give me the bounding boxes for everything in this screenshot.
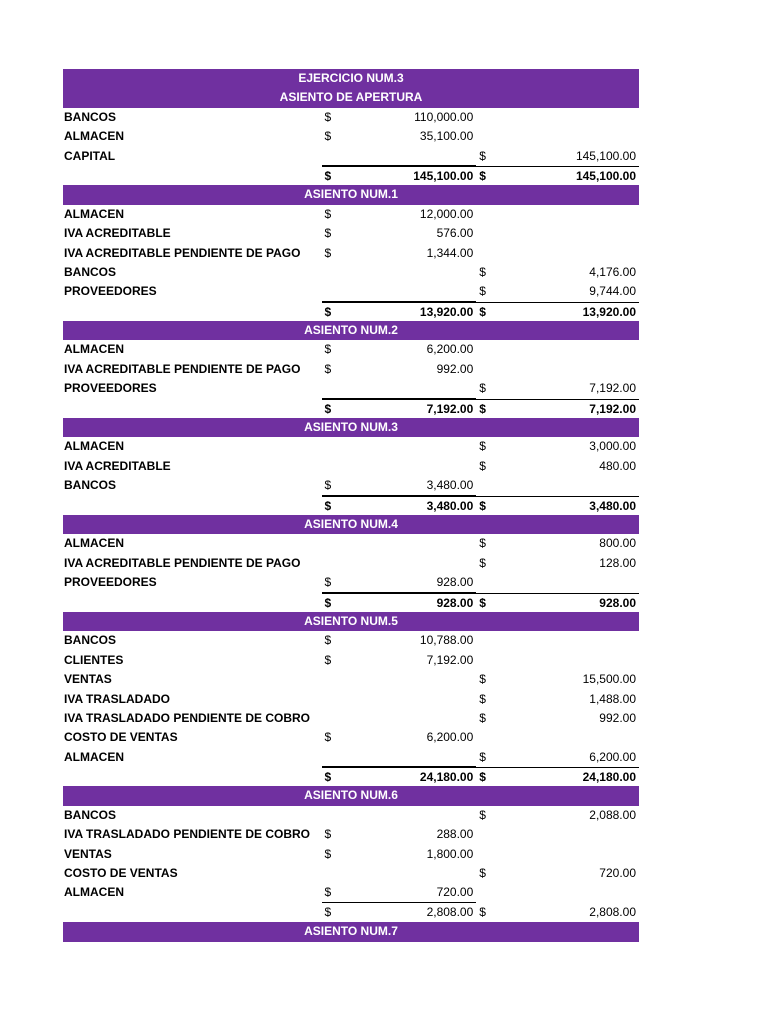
debit-cell [322,573,477,592]
currency-symbol: $ [324,730,332,745]
entry-header: ASIENTO NUM.1 [63,185,639,204]
credit-cell [476,806,639,825]
total-row [63,593,639,612]
credit-cell [476,205,639,224]
debit-amount: 1,800.00 [426,846,474,861]
debit-amount: 6,200.00 [426,342,474,357]
account-name: CLIENTES [64,652,124,667]
debit-cell [322,263,477,282]
credit-amount: 1,488.00 [589,691,636,706]
table-row [63,806,639,825]
credit-cell [476,845,639,864]
account-name: ALMACEN [64,749,124,764]
total-row [63,399,639,418]
account-name: BANCOS [64,807,117,822]
table-row [63,360,639,379]
debit-cell [322,437,477,456]
credit-amount: 145,100.00 [575,168,636,183]
table-row [63,728,639,747]
credit-amount: 3,000.00 [589,439,636,454]
total-label [63,166,322,185]
currency-symbol: $ [479,264,486,279]
debit-cell [322,806,477,825]
account-name: IVA TRASLADADO PENDIENTE DE COBRO [64,827,311,842]
account-name: PROVEEDORES [64,575,157,590]
currency-symbol: $ [324,129,332,144]
credit-cell [476,534,639,553]
debit-cell [322,651,477,670]
credit-amount: 4,176.00 [589,264,636,279]
table-row [63,709,639,728]
table-row [63,631,639,650]
credit-amount: 7,192.00 [589,381,636,396]
debit-cell [322,399,477,418]
credit-amount: 800.00 [599,536,636,551]
currency-symbol: $ [324,206,332,221]
debit-amount: 110,000.00 [414,109,474,124]
debit-cell [322,554,477,573]
total-label [63,593,322,612]
debit-amount: 35,100.00 [419,129,474,144]
currency-symbol: $ [324,885,332,900]
debit-cell [322,903,477,922]
entry-header: ASIENTO NUM.2 [63,321,639,340]
table-row [63,205,639,224]
debit-cell [322,224,477,243]
credit-cell [476,302,639,321]
currency-symbol: $ [324,498,332,513]
debit-cell [322,282,477,301]
account-name: IVA ACREDITABLE [64,226,171,241]
currency-symbol: $ [324,846,332,861]
currency-symbol: $ [479,595,486,610]
debit-amount: 6,200.00 [426,730,474,745]
credit-amount: 24,180.00 [582,770,636,785]
credit-cell [476,147,639,166]
entry-header: ASIENTO NUM.6 [63,786,639,805]
table-row [63,690,639,709]
journal-entries [63,108,639,942]
debit-cell [322,476,477,495]
credit-cell [476,748,639,767]
credit-amount: 720.00 [599,866,636,881]
debit-cell [322,147,477,166]
debit-amount: 928.00 [436,595,474,610]
table-row [63,244,639,263]
account-name: IVA ACREDITABLE PENDIENTE DE PAGO [64,555,301,570]
currency-symbol: $ [324,401,332,416]
table-row [63,263,639,282]
currency-symbol: $ [479,168,486,183]
table-row [63,340,639,359]
debit-cell [322,457,477,476]
credit-amount: 992.00 [599,710,636,725]
credit-amount: 128.00 [599,555,636,570]
debit-cell [322,496,477,515]
credit-cell [476,864,639,883]
debit-amount: 145,100.00 [413,168,474,183]
currency-symbol: $ [479,148,486,163]
debit-cell [322,845,477,864]
total-row [63,903,639,922]
debit-cell [322,379,477,398]
debit-amount: 24,180.00 [419,770,474,785]
table-row [63,573,639,592]
account-name: VENTAS [64,672,112,687]
table-row [63,883,639,902]
credit-cell [476,631,639,650]
account-name: IVA ACREDITABLE PENDIENTE DE PAGO [64,245,301,260]
currency-symbol: $ [479,439,486,454]
credit-cell [476,379,639,398]
account-name: BANCOS [64,264,117,279]
account-name: ALMACEN [64,536,124,551]
currency-symbol: $ [479,381,486,396]
table-row [63,437,639,456]
credit-cell [476,825,639,844]
debit-cell [322,631,477,650]
debit-amount: 10,788.00 [419,633,474,648]
currency-symbol: $ [479,749,486,764]
debit-amount: 3,480.00 [426,478,474,493]
total-label [63,399,322,418]
account-name: BANCOS [64,633,117,648]
debit-amount: 2,808.00 [426,904,474,919]
account-name: IVA TRASLADADO [64,691,170,706]
table-row [63,651,639,670]
debit-amount: 7,192.00 [426,401,474,416]
credit-amount: 13,920.00 [582,304,636,319]
debit-cell [322,670,477,689]
credit-cell [476,690,639,709]
table-row [63,748,639,767]
credit-amount: 2,088.00 [589,807,636,822]
debit-cell [322,108,477,127]
currency-symbol: $ [324,652,332,667]
total-row [63,496,639,515]
debit-amount: 1,344.00 [426,245,474,260]
debit-cell [322,883,477,902]
currency-symbol: $ [479,710,486,725]
debit-amount: 13,920.00 [419,304,474,319]
account-name: ALMACEN [64,206,124,221]
account-name: BANCOS [64,109,117,124]
table-row [63,457,639,476]
currency-symbol: $ [324,304,332,319]
credit-amount: 928.00 [599,595,636,610]
credit-amount: 145,100.00 [575,148,636,163]
credit-cell [476,883,639,902]
currency-symbol: $ [324,478,332,493]
credit-cell [476,709,639,728]
currency-symbol: $ [479,904,486,919]
debit-cell [322,748,477,767]
table-row [63,282,639,301]
table-row [63,379,639,398]
credit-cell [476,263,639,282]
table-row [63,554,639,573]
currency-symbol: $ [479,536,486,551]
table-row [63,845,639,864]
currency-symbol: $ [324,904,332,919]
credit-cell [476,399,639,418]
sheet-subtitle: ASIENTO DE APERTURA [63,88,639,107]
total-label [63,903,322,922]
account-name: BANCOS [64,478,117,493]
debit-cell [322,690,477,709]
credit-cell [476,554,639,573]
credit-amount: 6,200.00 [589,749,636,764]
credit-amount: 15,500.00 [582,672,636,687]
table-row [63,864,639,883]
total-row [63,767,639,786]
debit-amount: 288.00 [436,827,474,842]
currency-symbol: $ [479,691,486,706]
currency-symbol: $ [479,498,486,513]
debit-cell [322,709,477,728]
credit-cell [476,593,639,612]
debit-cell [322,244,477,263]
credit-cell [476,457,639,476]
currency-symbol: $ [324,827,332,842]
currency-symbol: $ [324,109,332,124]
debit-cell [322,302,477,321]
currency-symbol: $ [479,770,486,785]
table-row [63,476,639,495]
debit-cell [322,127,477,146]
account-name: ALMACEN [64,439,124,454]
entry-header: ASIENTO NUM.5 [63,612,639,631]
table-row [63,147,639,166]
debit-amount: 12,000.00 [419,206,474,221]
credit-cell [476,224,639,243]
credit-cell [476,651,639,670]
debit-cell [322,340,477,359]
account-name: CAPITAL [64,148,116,163]
credit-cell [476,573,639,592]
total-label [63,767,322,786]
total-row [63,302,639,321]
currency-symbol: $ [479,284,486,299]
credit-cell [476,476,639,495]
debit-cell [322,166,477,185]
currency-symbol: $ [324,342,332,357]
credit-amount: 7,192.00 [589,401,636,416]
credit-amount: 480.00 [599,458,636,473]
table-row [63,108,639,127]
debit-cell [322,728,477,747]
currency-symbol: $ [479,672,486,687]
total-label [63,302,322,321]
currency-symbol: $ [324,575,332,590]
currency-symbol: $ [324,168,332,183]
debit-amount: 720.00 [436,885,474,900]
currency-symbol: $ [324,245,332,260]
currency-symbol: $ [324,226,332,241]
credit-amount: 2,808.00 [589,904,636,919]
credit-cell [476,903,639,922]
journal-sheet [63,69,639,942]
total-label [63,496,322,515]
total-row [63,166,639,185]
currency-symbol: $ [479,555,486,570]
currency-symbol: $ [479,807,486,822]
account-name: IVA TRASLADADO PENDIENTE DE COBRO [64,710,311,725]
debit-cell [322,864,477,883]
debit-cell [322,534,477,553]
currency-symbol: $ [479,304,486,319]
account-name: VENTAS [64,846,112,861]
debit-cell [322,767,477,786]
credit-cell [476,127,639,146]
account-name: COSTO DE VENTAS [64,866,178,881]
credit-cell [476,282,639,301]
account-name: IVA ACREDITABLE PENDIENTE DE PAGO [64,361,301,376]
currency-symbol: $ [324,361,332,376]
entry-header: ASIENTO NUM.4 [63,515,639,534]
credit-cell [476,767,639,786]
credit-cell [476,244,639,263]
account-name: ALMACEN [64,129,124,144]
credit-cell [476,108,639,127]
entry-header: ASIENTO NUM.3 [63,418,639,437]
table-row [63,534,639,553]
debit-amount: 928.00 [436,575,474,590]
credit-cell [476,340,639,359]
entry-header: ASIENTO NUM.7 [63,922,639,941]
currency-symbol: $ [479,401,486,416]
account-name: ALMACEN [64,885,124,900]
debit-amount: 7,192.00 [426,652,474,667]
currency-symbol: $ [479,458,486,473]
account-name: PROVEEDORES [64,381,157,396]
debit-amount: 992.00 [436,361,474,376]
table-row [63,127,639,146]
debit-amount: 3,480.00 [426,498,474,513]
currency-symbol: $ [479,866,486,881]
debit-cell [322,360,477,379]
credit-cell [476,670,639,689]
account-name: PROVEEDORES [64,284,157,299]
credit-amount: 9,744.00 [589,284,636,299]
debit-cell [322,825,477,844]
debit-cell [322,593,477,612]
currency-symbol: $ [324,633,332,648]
table-row [63,670,639,689]
debit-amount: 576.00 [436,226,474,241]
credit-cell [476,166,639,185]
credit-cell [476,728,639,747]
account-name: IVA ACREDITABLE [64,458,171,473]
currency-symbol: $ [324,595,332,610]
table-row [63,825,639,844]
currency-symbol: $ [324,770,332,785]
credit-amount: 3,480.00 [589,498,636,513]
credit-cell [476,437,639,456]
account-name: ALMACEN [64,342,124,357]
credit-cell [476,360,639,379]
sheet-title: EJERCICIO NUM.3 [63,69,639,88]
table-row [63,224,639,243]
credit-cell [476,496,639,515]
account-name: COSTO DE VENTAS [64,730,178,745]
debit-cell [322,205,477,224]
